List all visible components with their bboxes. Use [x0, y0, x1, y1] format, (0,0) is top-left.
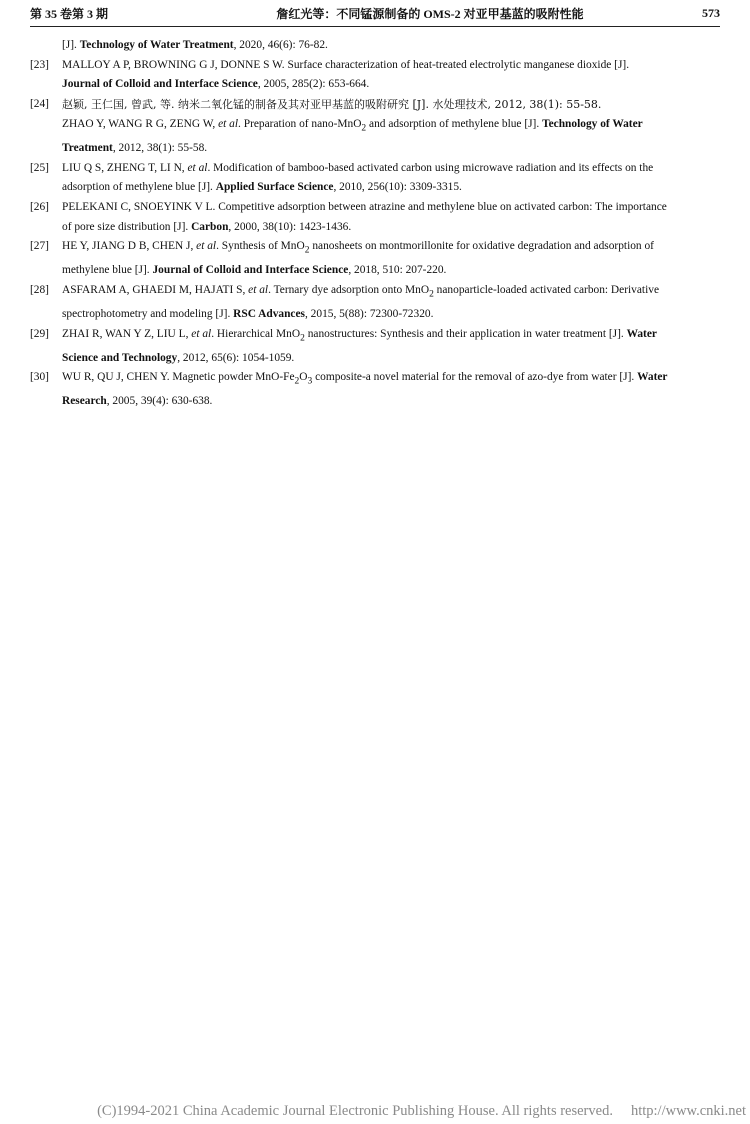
- reference-number: [28]: [30, 284, 49, 296]
- reference-item: [27] HE Y, JIANG D B, CHEN J, et al. Synthesis of MnO$_2$ nanosheets on montmorillonite for oxidative degradation and adsorption of methylene blue [J]. Journal of Colloid and Interface Science, 2018, 510: 207-220.: [30, 237, 722, 281]
- journal-name: Journal of Colloid and Interface Science: [152, 264, 349, 277]
- page-footer: [0, 1103, 746, 1120]
- journal-name: Technology of Water Treatment: [79, 39, 234, 51]
- reference-number: [23]: [30, 58, 49, 71]
- reference-item: [30] WU R, QU J, CHEN Y. Magnetic powder MnO-$Fe_2O_3$ composite-a novel material for the removal of azo-dye from water [J]. Water Research, 2005, 39(4): 630-638.: [30, 368, 722, 412]
- reference-item: [23] MALLOY A P, BROWNING G J, DONNE S W. Surface characterization of heat-treated electrolytic manganese dioxide [J]. Journal of Colloid and Interface Science, 2005, 285(2): 653-664.: [30, 56, 722, 95]
- journal-name: Journal of Colloid and Interface Science: [62, 78, 258, 91]
- reference-number: [25]: [30, 161, 49, 174]
- reference-list: [30, 36, 722, 412]
- journal-name: Water: [637, 371, 668, 384]
- reference-item: [29] ZHAI R, WAN Y Z, LIU L, et al. Hierarchical MnO$_2$ nanostructures: Synthesis and their application in water treatment [J]. Water Science and Technology, 2012, 65(6): 1054-1059.: [30, 325, 722, 369]
- copyright-notice: (C)1994-2021 China Academic Journal Electronic Publishing House. All rights reserved.: [97, 1103, 613, 1119]
- reference-number: [30]: [30, 371, 49, 384]
- header-divider: [30, 26, 720, 27]
- reference-item: [26] PELEKANI C, SNOEYINK V L. Competitive adsorption between atrazine and methylene blue on activated carbon: The importance of pore size distribution [J]. Carbon, 2000, 38(10): 1423-1436.: [30, 198, 722, 237]
- reference-item: [28] ASFARAM A, GHAEDI M, HAJATI S, et al. Ternary dye adsorption onto MnO$_2$ nanoparticle-loaded activated carbon: Derivative spectrophotometry and modeling [J]. RSC Advances, 2015, 5(88): 72300-72320.: [30, 281, 722, 325]
- header-page-number: 573: [702, 5, 720, 20]
- footer-url: http://www.cnki.net: [630, 1103, 746, 1119]
- reference-number: [27]: [30, 240, 49, 253]
- reference-item: [25] LIU Q S, ZHENG T, LI N, et al. Modification of bamboo-based activated carbon using microwave radiation and its effects on the adsorption of methylene blue [J]. Applied Surface Science, 2010, 256(10): 3309-3315.: [30, 159, 722, 198]
- journal-name: Carbon: [191, 220, 229, 233]
- running-header: [30, 4, 720, 22]
- header-article-title: 詹红光等：不同锰源制备的 OMS-2 对亚甲基蓝的吸附性能: [276, 6, 584, 21]
- journal-name: Technology of Water: [542, 117, 643, 130]
- journal-name: Water: [626, 327, 657, 340]
- reference-item: [24] 赵颖, 王仁国, 曾武, 等. 纳米二氧化锰的制备及其对亚甲基蓝的吸附研究 [J]. 水处理技术, 2012, 38(1): 55-58. ZHAO Y, WANG R G, ZENG W, et al. Preparation of nano-MnO$_2$ and adsorption of methylene blue [J]. Technology of Water Treatment, 2012, 38(1): 55-58.: [30, 95, 722, 158]
- reference-number: [24]: [30, 98, 49, 111]
- reference-number: [29]: [30, 327, 49, 340]
- reference-chinese-text: 赵颖, 王仁国, 曾武, 等. 纳米二氧化锰的制备及其对亚甲基蓝的吸附研究 [J]. 水处理技术, 2012, 38(1): 55-58.: [62, 98, 602, 112]
- journal-name: RSC Advances: [233, 307, 305, 320]
- journal-name: Applied Surface Science: [215, 181, 334, 194]
- reference-number: [26]: [30, 200, 49, 213]
- header-volume-issue: 第 35 卷第 3 期: [30, 6, 109, 21]
- reference-continuation: [J]. Technology of Water Treatment, 2020, 46(6): 76-82.: [62, 39, 328, 51]
